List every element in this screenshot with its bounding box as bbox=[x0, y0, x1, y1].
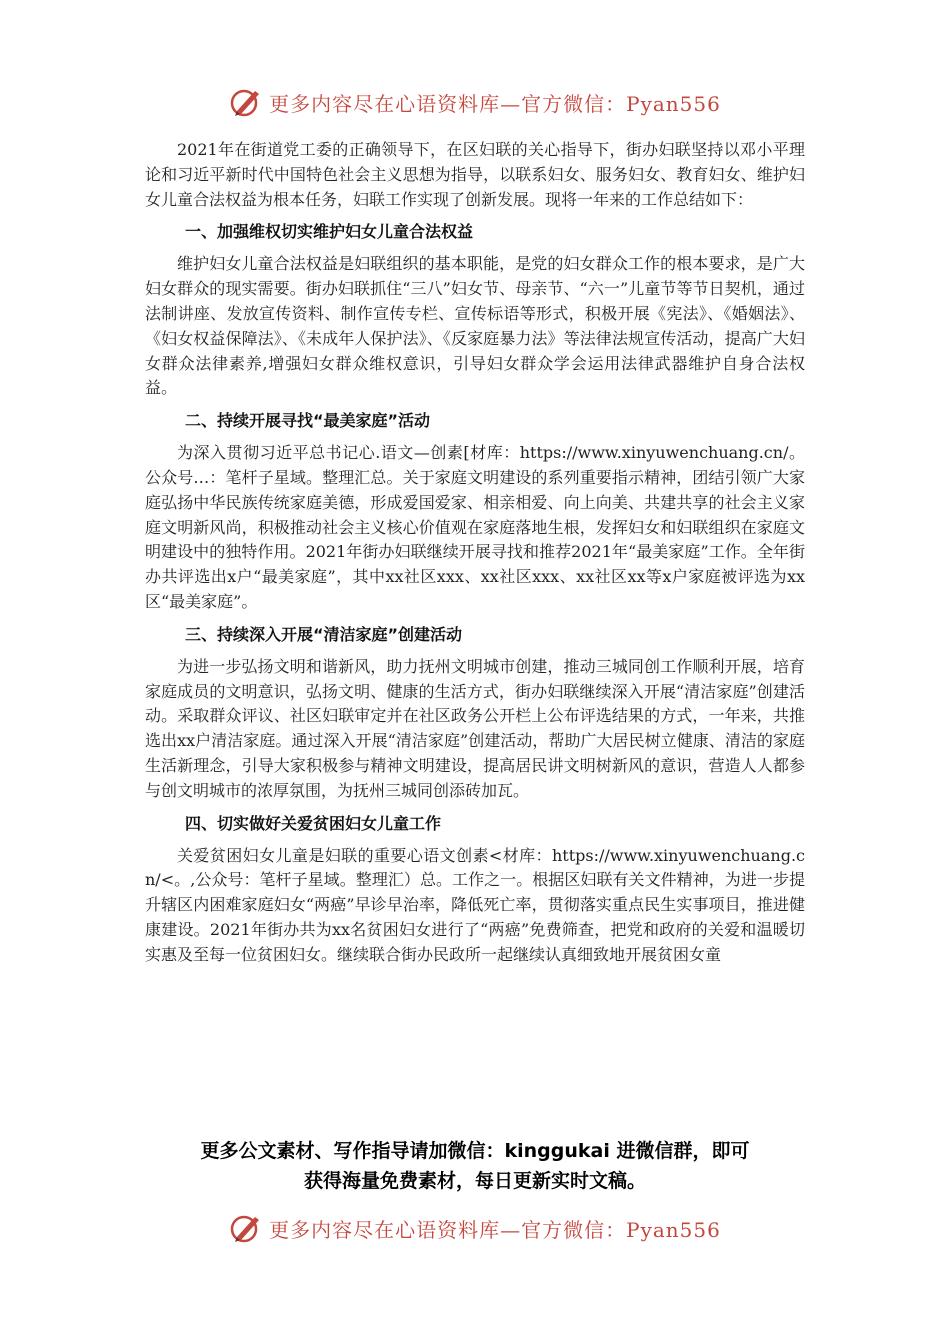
section-4-heading: 四、切实做好关爱贫困妇女儿童工作 bbox=[185, 813, 442, 833]
intro-paragraph: 2021年在街道党工委的正确领导下，在区妇联的关心指导下，街办妇联坚持以邓小平理论和习近平新时代中国特色社会主义思想为指导，以联系妇女、服务妇女、教育妇女、维护妇女儿童合法权益为根本任务，妇联工作实现了创新发展。现将一年来的工作总结如下： bbox=[145, 140, 805, 209]
header-banner-text: 更多内容尽在心语资料库—官方微信：Pyan556 bbox=[269, 91, 721, 116]
section-3-body: 为进一步弘扬文明和谐新风，助力抚州文明城市创建，推动三城同创工作顺利开展，培育家庭成员的文明意识，弘扬文明、健康的生活方式，街办妇联继续深入开展“清洁家庭”创建活动。采取群众评议、社区妇联审定并在社区政务公开栏上公布评选结果的方式，一年来，共推选出xx户清洁家庭。通过深入开展“清洁家庭”创建活动，帮助广大居民树立健康、清洁的家庭生活新理念，引导大家积极参与精神文明建设，提高居民讲文明树新风的意识，营造人人都参与创文明城市的浓厚氛围，为抚州三城同创添砖加瓦。 bbox=[145, 656, 805, 800]
header-banner bbox=[0, 82, 950, 122]
section-1-heading: 一、加强维权切实维护妇女儿童合法权益 bbox=[185, 222, 474, 242]
promo-line-2: 获得海量免费素材，每日更新实时文稿。 bbox=[303, 1170, 646, 1192]
section-2-body: 为深入贯彻习近平总书记心.语文—创素[材库：https://www.xinyuwenchuang.cn/。公众号…：笔杆子星域。整理汇总。关于家庭文明建设的系列重要指示精神，团结引领广大家庭弘扬中华民族传统家庭美德，形成爱国爱家、相亲相爱、向上向美、共建共享的社会主义家庭文明新风尚，积极推动社会主义核心价值观在家庭落地生根，发挥妇女和妇联组织在家庭文明建设中的独特作用。2021年街办妇联继续开展寻找和推荐2021年“最美家庭”工作。全年街办共评选出x户“最美家庭”，其中xx社区xxx、xx社区xxx、xx社区xx等x户家庭被评选为xx区“最美家庭”。 bbox=[145, 443, 805, 611]
footer-banner bbox=[0, 1208, 950, 1248]
pen-logo-icon bbox=[229, 1211, 263, 1245]
document-body bbox=[145, 138, 805, 968]
section-2-heading: 二、持续开展寻找“最美家庭”活动 bbox=[185, 411, 431, 431]
promo-line-1: 更多公文素材、写作指导请加微信：kinggukai 进微信群，即可 bbox=[200, 1140, 750, 1162]
section-1-body: 维护妇女儿童合法权益是妇联组织的基本职能，是党的妇女群众工作的根本要求，是广大妇女群众的现实需要。街办妇联抓住“三八”妇女节、母亲节、“六一”儿童节等节日契机，通过法制讲座、发放宣传资料、制作宣传专栏、宣传标语等形式，积极开展《宪法》、《婚姻法》、《妇女权益保障法》、《未成年人保护法》、《反家庭暴力法》等法律法规宣传活动，提高广大妇女群众法律素养,增强妇女群众维权意识，引导妇女群众学会运用法律武器维护自身合法权益。 bbox=[145, 254, 805, 398]
section-4-body: 关爱贫困妇女儿童是妇联的重要心语文创素<材库：https://www.xinyuwenchuang.cn/<。,公众号：笔杆子星域。整理汇）总。工作之一。根据区妇联有关文件精神，为进一步提升辖区内困难家庭妇女“两癌”早诊早治率，降低死亡率，贯彻落实重点民生实事项目，推进健康建设。2021年街办共为xx名贫困妇女进行了“两癌”免费筛查，把党和政府的关爱和温暖切实惠及至每一位贫困妇女。继续联合街办民政所一起继续认真细致地开展贫困女童 bbox=[145, 845, 805, 964]
promo-notice bbox=[80, 1136, 870, 1196]
section-3-heading: 三、持续深入开展“清洁家庭”创建活动 bbox=[185, 624, 463, 644]
footer-banner-text: 更多内容尽在心语资料库—官方微信：Pyan556 bbox=[269, 1217, 721, 1242]
pen-logo-icon bbox=[229, 85, 263, 119]
